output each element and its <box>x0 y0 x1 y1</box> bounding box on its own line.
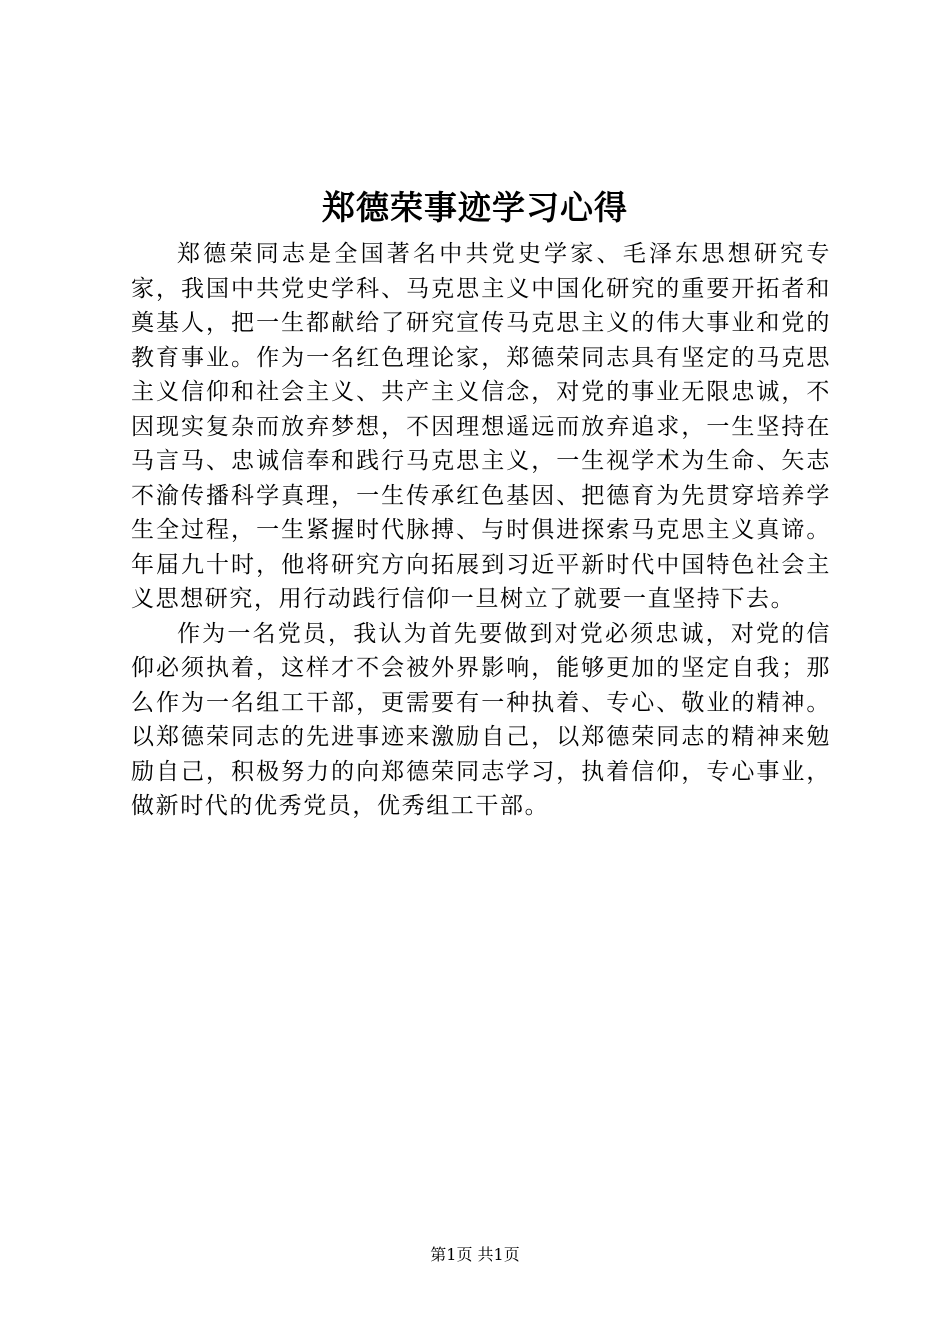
document-body <box>131 237 831 824</box>
page-footer: 第1页 共1页 <box>430 1245 520 1264</box>
body-paragraph-1: 郑德荣同志是全国著名中共党史学家、毛泽东思想研究专家，我国中共党史学科、马克思主义中国化研究的重要开拓者和奠基人，把一生都献给了研究宣传马克思主义的伟大事业和党的教育事业。作为一名红色理论家，郑德荣同志具有坚定的马克思主义信仰和社会主义、共产主义信念，对党的事业无限忠诚，不因现实复杂而放弃梦想，不因理想遥远而放弃追求，一生坚持在马言马、忠诚信奉和践行马克思主义，一生视学术为生命、矢志不渝传播科学真理，一生传承红色基因、把德育为先贯穿培养学生全过程，一生紧握时代脉搏、与时俱进探索马克思主义真谛。年届九十时，他将研究方向拓展到习近平新时代中国特色社会主义思想研究，用行动践行信仰一旦树立了就要一直坚持下去。 <box>131 241 831 612</box>
document-title: 郑德荣事迹学习心得 <box>322 188 628 227</box>
body-paragraph-2: 作为一名党员，我认为首先要做到对党必须忠诚，对党的信仰必须执着，这样才不会被外界影响，能够更加的坚定自我；那么作为一名组工干部，更需要有一种执着、专心、敬业的精神。以郑德荣同志的先进事迹来激励自己，以郑德荣同志的精神来勉励自己，积极努力的向郑德荣同志学习，执着信仰，专心事业，做新时代的优秀党员，优秀组工干部。 <box>131 620 831 819</box>
